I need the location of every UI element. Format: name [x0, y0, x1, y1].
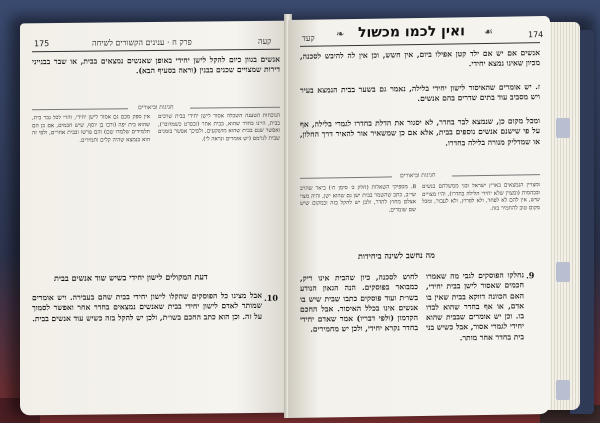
left-page [20, 21, 290, 416]
right-page-label: קעד [302, 33, 315, 43]
right-item-paragraph: ומכל מקום כן, שנמצא לבר בחדר, לא יסגור את הדלת בחדרו לגמרי בלילה, אף על פי שישנם אנשים נוספים בבית, אלא אם כן שמשאיר אור להאיר דרך החלון, או שמדליק מנורה בלילה בחדרו. [300, 116, 540, 148]
right-intro-paragraph: אנשים אם יש אם ילד קטן אפילו ביום, אין חשש, וכן אין לה להיבש לסכנה, מכיון שאינו נמצא יחידי. [300, 48, 540, 69]
right-item-number: 9. [526, 270, 535, 281]
right-page-number: 174 [528, 30, 544, 40]
page-edges [548, 22, 580, 410]
left-item-number: 10. [264, 292, 278, 303]
left-divider-line-b [190, 107, 280, 109]
right-head-rule [300, 42, 540, 47]
page-tab-marker-middle [556, 262, 570, 282]
left-divider-line-a [32, 108, 128, 110]
left-subsection-title: דעת המקולים לישון יחידי בשיש שוד אנשים בבית [54, 271, 208, 284]
page-tab-marker-lower [556, 380, 570, 400]
right-note-right-column: ומצויין הנמצאים בארץ ישראל ובני ממשלתם בנשים ובבהמות (ומצוין שלא יחידי הלילה בחדרו), והיו מצויים שיש, אין להם לא לפחד, ולא לפרוץ, ולא לעבור, ומכל מקום טוב להחמיר בזה. [422, 182, 540, 212]
left-running-head-label: קעה [258, 36, 272, 46]
left-page-number: 175 [34, 39, 50, 49]
right-bottom-paragraph-right: נחלקו הפוסקים לגבי מה שאמרו חכמים שאסור לישן בבית יחידי, האם הכוונה דווקא בבית שאין בו אדם, או אף בחדר שהוא לבדו בו. וכן יש אומרים שבבית שהוא יחידי לגמרי אסור, אבל כשיש בני בית בחדר אחר מותר. [426, 270, 524, 342]
left-divider-label: חגיגות וביאורים [138, 103, 174, 112]
left-running-head: פרק ח · ענינים הקשורים לשיחה [92, 37, 192, 48]
right-section-title: מה נחשב לשינה ביחידות [358, 249, 435, 261]
page-tab-marker-upper [556, 118, 570, 138]
left-top-paragraph: אנשים בגוון כיום להקל לישן יחידי באופן שאנשים נמצאים בבית, או שבר בבנייני דירות שמצויים שכנים בבנין (וראה בסעיף הבא). [32, 54, 280, 76]
right-item-lead: ז. יש אומרים שהאיסור לישון יחידי בלילה, נאמר גם בשער בבית הנמצא בעיר ויש מסביב עוד בתים שדרים בהם אנשים. [300, 82, 540, 104]
right-bottom-paragraph-left: לחוש לסכנה, כיון שהבית אינו ריק, כמבואר בפוסקים. הנה הגאון הנודע בשו״ת ועוד פוסקים כתבו שבית שיש בו אנשים אינו בכלל האיסור. אבל החכם הקדמון (ולפי דבריו) אמר שאדם יחידי בחדר נקרא יחידי, ולכן יש מחמירים. [300, 272, 418, 334]
right-divider-line-b [452, 174, 540, 176]
right-note-left-column: 8. מספיקי השאלות (חלק ב׳ סימן ח׳) ביאר שהרב שי״ב, כתב שהשמר בבית ישן גם שהוא ישן, והיה מצוי אצלם מחוץ לחדר, ולכן יש להקל בזה ובמקום שיש שם שומרים. [300, 184, 416, 214]
ornament-left-icon: ❧ [336, 29, 345, 41]
left-note-left-column: אין ספק מכם גם אסור לישן יחידי, והרי לכל גבר בית, שהוא בית יפה (ורבו בן יוסף, שיש חכמים, אם כן הם תלמידים שלמדו שם) והם פרשו ובבית אחרים, ולפי זה הוא בנמצא שהיה קלים ותמידים. [32, 114, 150, 144]
right-divider-label: חגיגות וביאורים [400, 171, 436, 180]
left-note-right-column: הנוכחות הטענה השכלה אסור לישן יחידי בבית שרבים בבית, היינו בחדר שהוא, בבית אחר (ובפרט כשמדובר), ואפשר שגם בבית שהוא מושקעים, ולפיכך אפשר בזמנים שבית לגרמם (יש אומרים ונראה לי). [158, 112, 280, 143]
left-head-rule [32, 49, 280, 53]
right-page-title: ואין לכמו מכשול [358, 23, 465, 41]
right-page [288, 16, 550, 418]
ornament-right-icon: ☙ [484, 26, 493, 38]
right-divider-line-a [300, 176, 392, 178]
left-bottom-paragraph: אבל מצינו כל הפוסקים שהקלו לישון יחידי בבית שהם בעבירה. ויש אומרים שמותר לאדם לישון יחידי בבית שאנשים נמצאים בחדר אחר ואפשר לסמוך על זה. וכן הוא כתב החכם בשו״ת, ולכן יש להקל בזה כשיש עוד אנשים בבית. [32, 290, 262, 323]
